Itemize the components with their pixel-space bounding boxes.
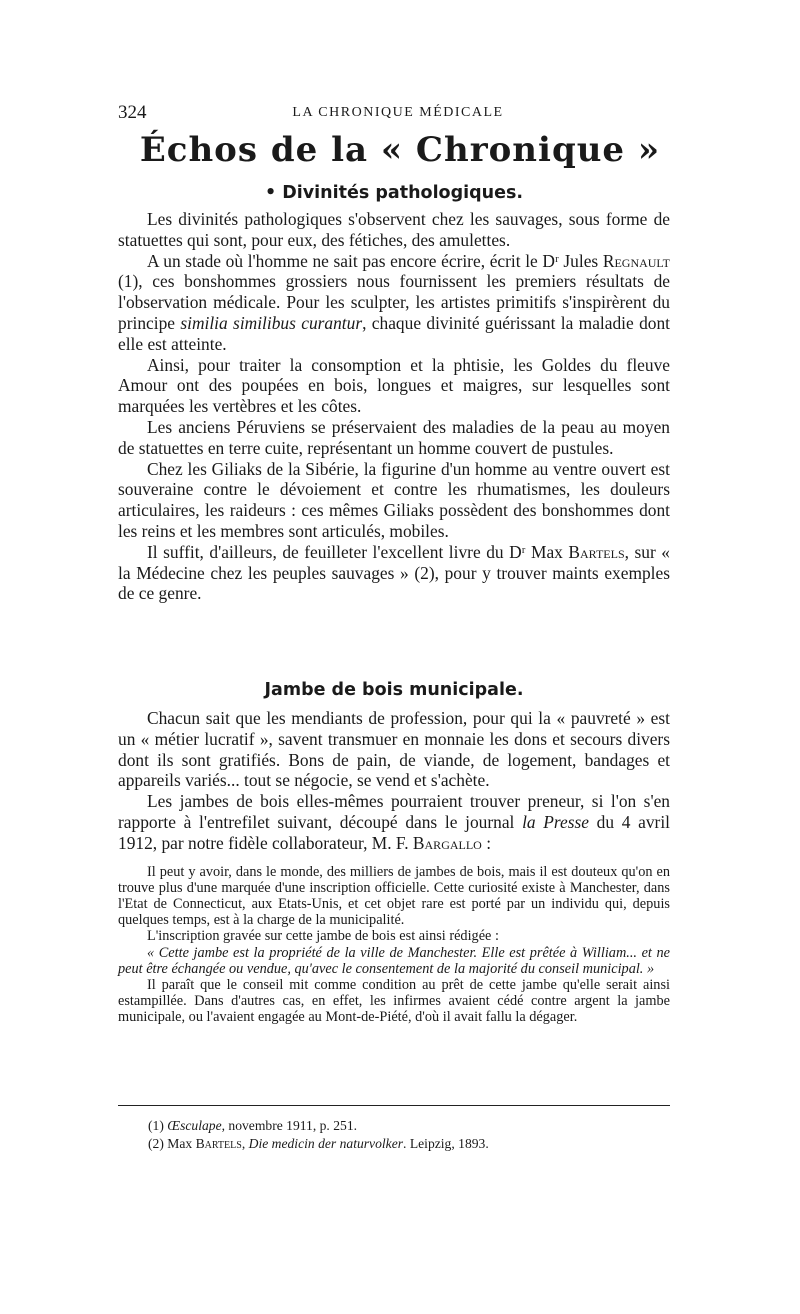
footnote-title: Œsculape [167,1118,222,1133]
paragraph [118,791,670,853]
quote-paragraph: Il paraît que le conseil mit comme condition au prêt de cette jambe qu'elle serait ainsi estampillée. Dans d'autres cas, en effet, les infirmes avaient cédé contre argent la jambe municipale, ou l'avaient engagée au Mont-de-Piété, d'où il avait fallu la dégager. [118,977,670,1026]
footnote-1 [148,1117,668,1135]
section-jambe [118,680,670,1026]
text-run: , sur « la Médecine chez les peuples sauvages » (2), pour y trouver maints exemples de ce genre. [118,541,670,604]
author-name: Bartels [568,541,625,562]
text-run: Les jambes de bois elles-mêmes pourraient trouver preneur, si l'on s'en rapporte à l'entrefilet suivant, découpé dans le journal [118,791,670,832]
running-head [118,102,678,126]
text-run: Il suffit, d'ailleurs, de feuilleter l'excellent livre du Dʳ Max [147,541,569,562]
bullet-mark: • [264,183,283,203]
column-title: Échos de la « Chronique » [139,130,661,170]
footnotes [148,1117,668,1152]
footnote-text: , [241,1135,249,1151]
footnote-author: Bartels [195,1135,242,1151]
footnote-rule [118,1105,670,1106]
latin-phrase: similia similibus curantur [180,312,363,333]
text-run: , chaque divinité guérissant la maladie dont elle est atteinte. [118,312,670,354]
paragraph: Les anciens Péruviens se préservaient des maladies de la peau au moyen de statuettes en terre cuite, représentant un homme couvert de pustules. [118,416,670,458]
paragraph: Chez les Giliaks de la Sibérie, la figurine d'un homme au ventre ouvert est souveraine contre le dévoiement et contre les rhumatismes, les douleurs articulaires, les raideurs : ces mêmes Giliaks possèdent des bonshommes dont les reins et les membres sont articulés, mobiles. [118,458,670,541]
footnote-title: Die medicin der naturvolker [248,1135,404,1151]
author-name: Regnault [602,250,670,271]
text-run: : [481,832,492,853]
section-divinites [118,183,670,604]
text-run: du 4 avril 1912, par notre fidèle collaborateur, M. F. [118,811,671,853]
footnote-text: , novembre 1911, p. 251. [221,1118,358,1133]
journal-title: LA CHRONIQUE MÉDICALE [292,105,504,120]
paragraph: Chacun sait que les mendiants de profession, pour qui la « pauvreté » est un « métier lucratif », savent transmuer en monnaie les dons et secours divers dont ils sont gratifiés. Bons de pain, de viande, de logement, bandages et appareils variés... tout se négocie, se vend et s'achète. [118,708,670,791]
paragraph: Ainsi, pour traiter la consomption et la phtisie, les Goldes du fleuve Amour ont des poupées en bois, longues et maigres, sur lesquelles sont marquées les vertèbres et les côtes. [118,354,670,417]
text-run: (1), ces bonshommes grossiers nous fournissent les premiers résultats de l'observation médicale. Pour les sculpter, les artistes primitifs s'inspirèrent du principe [118,271,670,333]
section-heading: Jambe de bois municipale. [264,680,524,700]
footnote-2 [148,1135,668,1153]
footnote-text: . Leipzig, 1893. [403,1135,489,1151]
quote-paragraph: L'inscription gravée sur cette jambe de bois est ainsi rédigée : [147,928,499,945]
quoted-article [118,864,670,1026]
text-run: A un stade où l'homme ne sait pas encore écrire, écrit le Dʳ Jules [147,250,603,271]
paragraph [118,251,670,355]
quote-paragraph: Il peut y avoir, dans le monde, des milliers de jambes de bois, mais il est douteux qu'on en trouve plus d'une marquée d'une inscription officielle. Cette curiosité existe à Manchester, dans l'Etat de Connecticut, aux Etats-Unis, et cet objet rare est porté par un individu qui, depuis quelques temps, est à la charge de la municipalité. [118,863,670,929]
collaborator-name: Bargallo [412,832,482,853]
footnote-number: (2) Max [148,1135,196,1151]
section-heading [118,183,670,203]
paragraph [118,542,670,604]
paragraph: Les divinités pathologiques s'observent chez les sauvages, sous forme de statuettes qui sont, pour eux, des fétiches, des amulettes. [118,209,670,250]
inscription-text: « Cette jambe est la propriété de la ville de Manchester. Elle est prêtée à William... et ne peut être échangée ou vendue, qu'avec le consentement de la majorité du conseil municipal. » [118,944,670,977]
footnote-number: (1) [148,1118,168,1133]
journal-name: la Presse [522,811,589,832]
section-heading-text: Divinités pathologiques. [282,183,524,203]
page-number: 324 [118,102,147,123]
